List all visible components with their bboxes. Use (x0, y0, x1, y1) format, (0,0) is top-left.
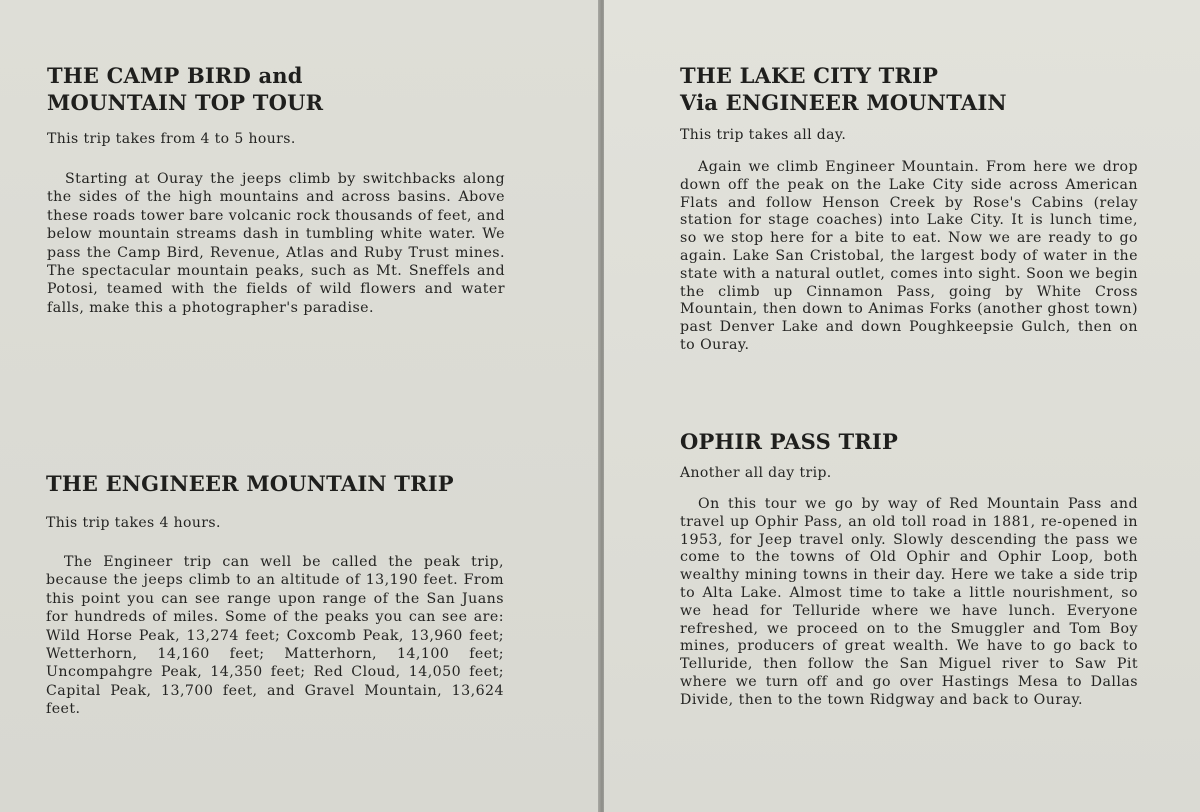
engineer-mountain-title: THE ENGINEER MOUNTAIN TRIP (46, 471, 454, 496)
engineer-mountain-duration: This trip takes 4 hours. (46, 515, 221, 531)
lake-city-title (680, 62, 1138, 116)
engineer-mountain-section (46, 470, 504, 719)
camp-bird-title (47, 62, 505, 116)
lake-city-title-line1: THE LAKE CITY TRIP (680, 63, 939, 88)
ophir-pass-description: On this tour we go by way of Red Mountain Pass and travel up Ophir Pass, an old toll road in 1881, re-opened in 1953, for Jeep travel only. Slowly descending the pass we come to the towns of Old Ophir and Ophir Loop, both wealthy mining towns in their day. Here we take a side trip to Alta Lake. Almost time to take a little nourishment, so we head for Telluride where we have lunch. Everyone refreshed, we proceed on to the Smuggler and Tom Boy mines, producers of great wealth. We have to go back to Telluride, then follow the San Miguel river to Saw Pit where we turn off and go over Hastings Mesa to Dallas Divide, then to the town Ridgway and back to Ouray. (680, 496, 1138, 708)
ophir-pass-title: OPHIR PASS TRIP (680, 429, 898, 454)
lake-city-description: Again we climb Engineer Mountain. From here we drop down off the peak on the Lake City side across American Flats and follow Henson Creek by Rose's Cabins (relay station for stage coaches) into Lake City. It is lunch time, so we stop here for a bite to eat. Now we are ready to go again. Lake San Cristobal, the largest body of water in the state with a natural outlet, comes into sight. Soon we begin the climb up Cinnamon Pass, going by White Cross Mountain, then down to Animas Forks (another ghost town) past Denver Lake and down Poughkeepsie Gulch, then on to Ouray. (680, 159, 1138, 353)
lake-city-title-line2: Via ENGINEER MOUNTAIN (680, 90, 1007, 115)
camp-bird-description: Starting at Ouray the jeeps climb by switchbacks along the sides of the high mountains and across basins. Above these roads tower bare volcanic rock thousands of feet, and below mountain streams dash in tumbling white water. We pass the Camp Bird, Revenue, Atlas and Ruby Trust mines. The spectacular mountain peaks, such as Mt. Sneffels and Potosi, teamed with the fields of wild flowers and water falls, make this a photographer's paradise. (47, 171, 505, 316)
lake-city-duration: This trip takes all day. (680, 127, 847, 143)
camp-bird-section (47, 62, 505, 317)
ophir-pass-section (680, 428, 1138, 710)
ophir-pass-duration: Another all day trip. (680, 465, 832, 481)
lake-city-section (680, 62, 1138, 355)
camp-bird-duration: This trip takes from 4 to 5 hours. (47, 131, 296, 147)
camp-bird-title-line1: THE CAMP BIRD and (47, 63, 303, 88)
engineer-mountain-description: The Engineer trip can well be called the peak trip, because the jeeps climb to an altitude of 13,190 feet. From this point you can see range upon range of the San Juans for hundreds of miles. Some of the peaks you can see are: Wild Horse Peak, 13,274 feet; Coxcomb Peak, 13,960 feet; Wetterhorn, 14,160 feet; Matterhorn, 14,100 feet; Uncompahgre Peak, 14,350 feet; Red Cloud, 14,050 feet; Capital Peak, 13,700 feet, and Gravel Mountain, 13,624 feet. (46, 554, 504, 718)
camp-bird-title-line2: MOUNTAIN TOP TOUR (47, 90, 324, 115)
